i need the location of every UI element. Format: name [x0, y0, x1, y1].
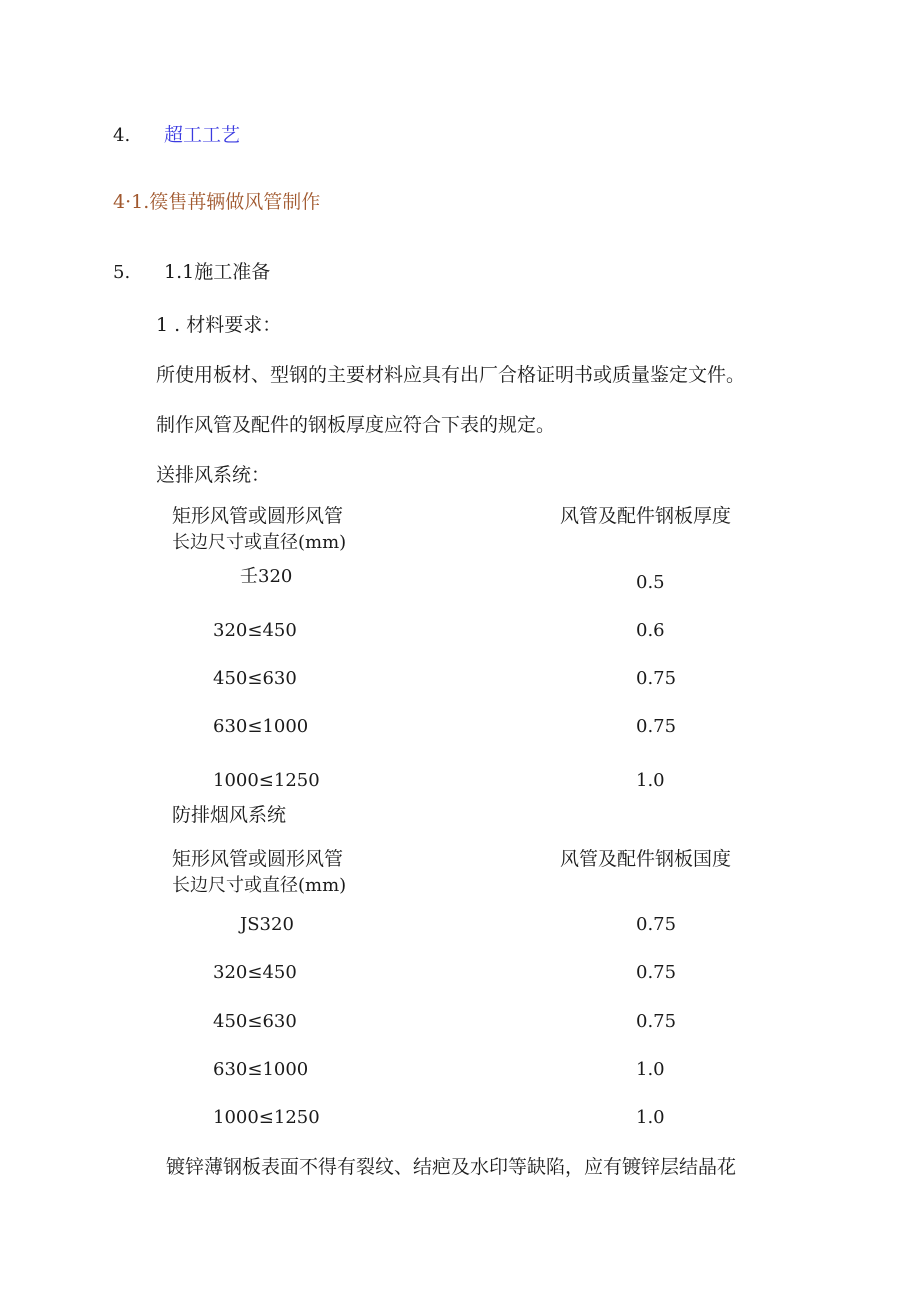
- table-row-thickness: 0.5: [636, 572, 665, 593]
- section-4-number: 4.: [113, 125, 131, 146]
- table-row-size: 450≤630: [213, 1011, 297, 1032]
- section-4-title[interactable]: 超工工艺: [164, 124, 241, 146]
- table2-col1-header-line2: 长边尺寸或直径(mm): [172, 875, 347, 896]
- materials-para-2: 制作风管及配件的钢板厚度应符合下表的规定。: [156, 414, 556, 436]
- table-row-size: 450≤630: [213, 668, 297, 689]
- materials-para-1: 所使用板材、型钢的主要材料应具有出厂合格证明书或质量鉴定文件。: [156, 364, 746, 386]
- table-row-thickness: 0.6: [636, 620, 665, 641]
- table-row-thickness: 0.75: [636, 1011, 677, 1032]
- table-row-thickness: 0.75: [636, 716, 677, 737]
- materials-heading: 1 . 材料要求：: [156, 314, 282, 336]
- section-5-number: 5.: [113, 262, 131, 283]
- table-row-thickness: 0.75: [636, 914, 677, 935]
- table-row-thickness: 0.75: [636, 668, 677, 689]
- table-row-size: 630≤1000: [213, 1059, 309, 1080]
- subsection-title[interactable]: 4·1.篌售苒辆做风管制作: [113, 191, 321, 213]
- table-row-size: 320≤450: [213, 962, 297, 983]
- table-row-thickness: 1.0: [636, 770, 665, 791]
- table-row-size: JS320: [240, 914, 294, 935]
- table2-col1-header-line1: 矩形风管或圆形风管: [172, 848, 344, 870]
- footer-paragraph: 镀锌薄钢板表面不得有裂纹、结疤及水印等缺陷，应有镀锌层结晶花: [166, 1156, 737, 1178]
- table-row-size: 630≤1000: [213, 716, 309, 737]
- table-row-size: 320≤450: [213, 620, 297, 641]
- table2-system-label: 防排烟风系统: [172, 804, 287, 826]
- table1-system-label: 送排风系统：: [156, 464, 271, 486]
- table-row-thickness: 1.0: [636, 1059, 665, 1080]
- table-row-thickness: 1.0: [636, 1107, 665, 1128]
- table-row-size: 1000≤1250: [213, 770, 320, 791]
- table-row-thickness: 0.75: [636, 962, 677, 983]
- table-row-size: 1000≤1250: [213, 1107, 320, 1128]
- table1-col1-header-line2: 长边尺寸或直径(mm): [172, 532, 347, 553]
- table2-col2-header: 风管及配件钢板国度: [560, 848, 732, 870]
- table1-col2-header: 风管及配件钢板厚度: [560, 505, 732, 527]
- section-5-title: 1.1施工准备: [164, 261, 271, 283]
- table1-col1-header-line1: 矩形风管或圆形风管: [172, 505, 344, 527]
- table-row-size: 壬320: [240, 566, 293, 587]
